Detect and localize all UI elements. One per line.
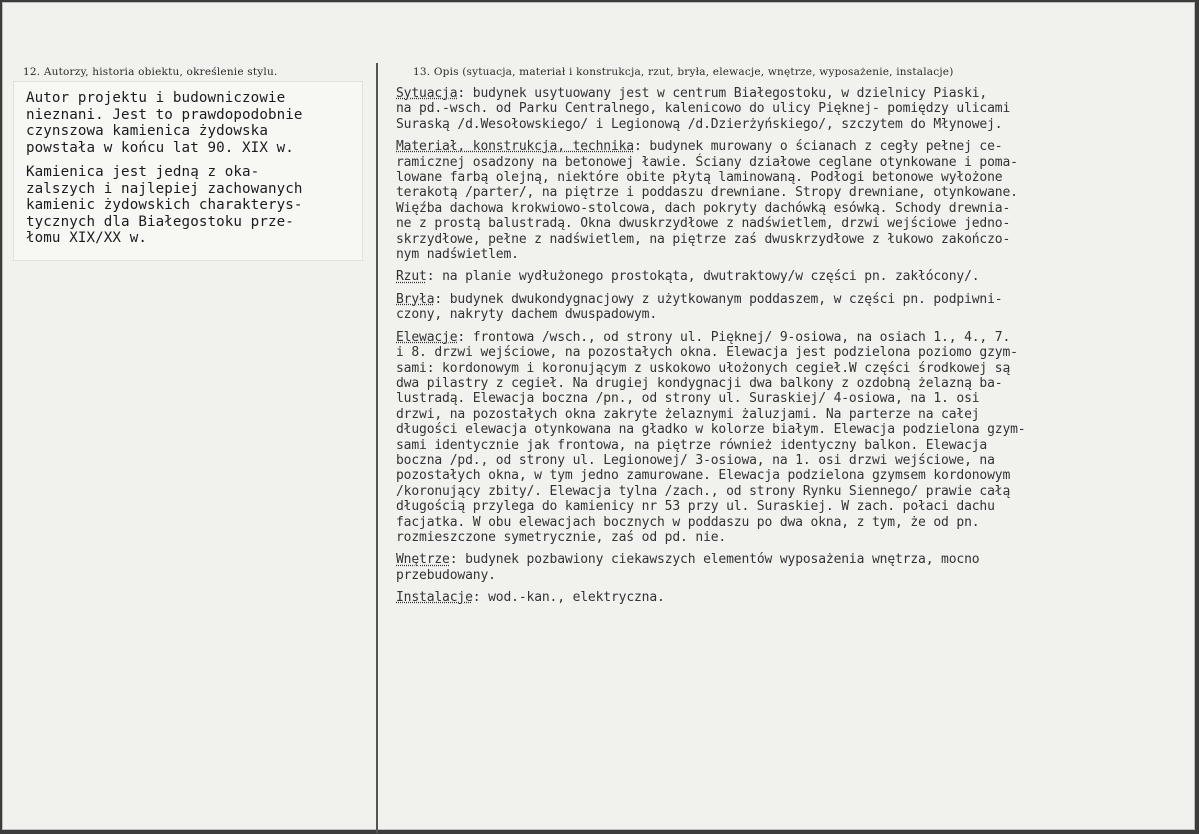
label-elewacje: Elewacje — [396, 329, 458, 345]
text-wnetrze: : budynek pozbawiony ciekawszych elementów wyposażenia wnętrza, mocno przebudowany. — [396, 552, 980, 583]
section-instalacje — [396, 590, 1194, 605]
label-material: Materiał, konstrukcja, technika — [396, 139, 634, 155]
label-rzut: Rzut — [396, 269, 427, 285]
description-column — [396, 86, 1194, 606]
label-instalacje: Instalacje — [396, 590, 473, 606]
text-bryla: : budynek dwukondygnacjowy z użytkowanym poddaszem, w części pn. podpiwni- czony, nakryty dachem dwuspadowym. — [396, 291, 1003, 323]
header-authors: 12. Autorzy, historia obiektu, określenie stylu. — [23, 66, 278, 78]
text-sytuacja: : budynek usytuowany jest w centrum Białegostoku, w dzielnicy Piaski, na pd.-wsch. od Parku Centralnego, kalenicowo do ulicy Pięknej- pomiędzy ulicami Suraską /d.Wesołowskiego/ i Legionową /d.Dzierżyńskiego/, szczytem do Młynowej. — [396, 86, 1011, 132]
section-rzut — [396, 269, 1194, 284]
column-divider — [376, 63, 378, 833]
authors-paragraph: Autor projektu i budowniczowie nieznani. Jest to prawdopodobnie czynszowa kamienica żydowska powstała w końcu lat 90. XIX w. — [26, 90, 303, 156]
text-material: : budynek murowany o ścianach z cegły pełnej ce- ramicznej osadzony na betonowej ławie. Ściany działowe ceglane otynkowane i poma- lowane farbą olejną, niektóre obite płytą laminowaną. Podłogi betonowe wyłożone terakotą /parter/, na piętrze i poddaszu drewniane. Stropy drewniane, otynkowane. Więźba dachowa krokwiowo-stolcowa, dach pokryty dachówką esówką. Schody drewnia- ne z prostą balustradą. Okna dwuskrzydłowe z nadświetlem, drzwi wejściowe jedno- skrzydłowe, pełne z nadświetlem, na piętrze zaś dwuskrzydłowe z łukowo zakończo- nym nadświetlem. — [396, 139, 1018, 263]
section-material — [396, 139, 1194, 262]
significance-paragraph: Kamienica jest jedną z oka- zalszych i najlepiej zachowanych kamienic żydowskich charakterys- tycznych dla Białegostoku prze- łomu XIX/XX w. — [26, 164, 303, 246]
section-sytuacja — [396, 86, 1194, 132]
label-bryla: Bryła — [396, 291, 435, 307]
text-rzut: : na planie wydłużonego prostokąta, dwutraktowy/w części pn. zakłócony/. — [426, 269, 980, 285]
section-elewacje — [396, 330, 1194, 546]
section-bryla — [396, 292, 1194, 323]
label-wnetrze: Wnętrze — [396, 552, 450, 568]
section-wnetrze — [396, 552, 1194, 583]
text-instalacje: : wod.-kan., elektryczna. — [472, 590, 665, 606]
text-elewacje: : frontowa /wsch., od strony ul. Pięknej/ 9-osiowa, na osiach 1., 4., 7. i 8. drzwi wejściowe, na pozostałych okna. Elewacja jest podzielona poziomo gzym- sami: kordonowym i koronującym z uskokowo ułożonych cegieł.W części środkowej są dwa pilastry z cegieł. Na drugiej kondygnacji dwa balkony z ozdobną żelazną ba- lustradą. Elewacja boczna /pn., od strony ul. Suraskiej/ 4-osiowa, na 1. osi drzwi, na pozostałych okna zakryte żelaznymi żaluzjami. Na parterze na całej długości elewacja otynkowana na gładko w kolorze białym. Elewacja podzielona gzym- sami identycznie jak frontowa, na piętrze również identyczny balkon. Elewacja boczna /pd., od strony ul. Legionowej/ 3-osiowa, na 1. osi drzwi wejściowe, na pozostałych okna, w tym jedno zamurowane. Elewacja podzielona gzymsem kordonowym /koronujący zbity/. Elewacja tylna /zach., od strony Rynku Siennego/ prawie całą długością przylega do kamienicy nr 53 przy ul. Suraskiej. W zach. połaci dachu facjatka. W obu elewacjach bocznych w poddaszu po dwa okna, z tym, że od pn. rozmieszczone symetrycznie, zaś od pd. nie. — [396, 329, 1026, 545]
label-sytuacja: Sytuacja — [396, 86, 458, 101]
header-description: 13. Opis (sytuacja, materiał i konstrukcja, rzut, bryła, elewacje, wnętrze, wyposażenie, instalacje) — [413, 66, 954, 78]
